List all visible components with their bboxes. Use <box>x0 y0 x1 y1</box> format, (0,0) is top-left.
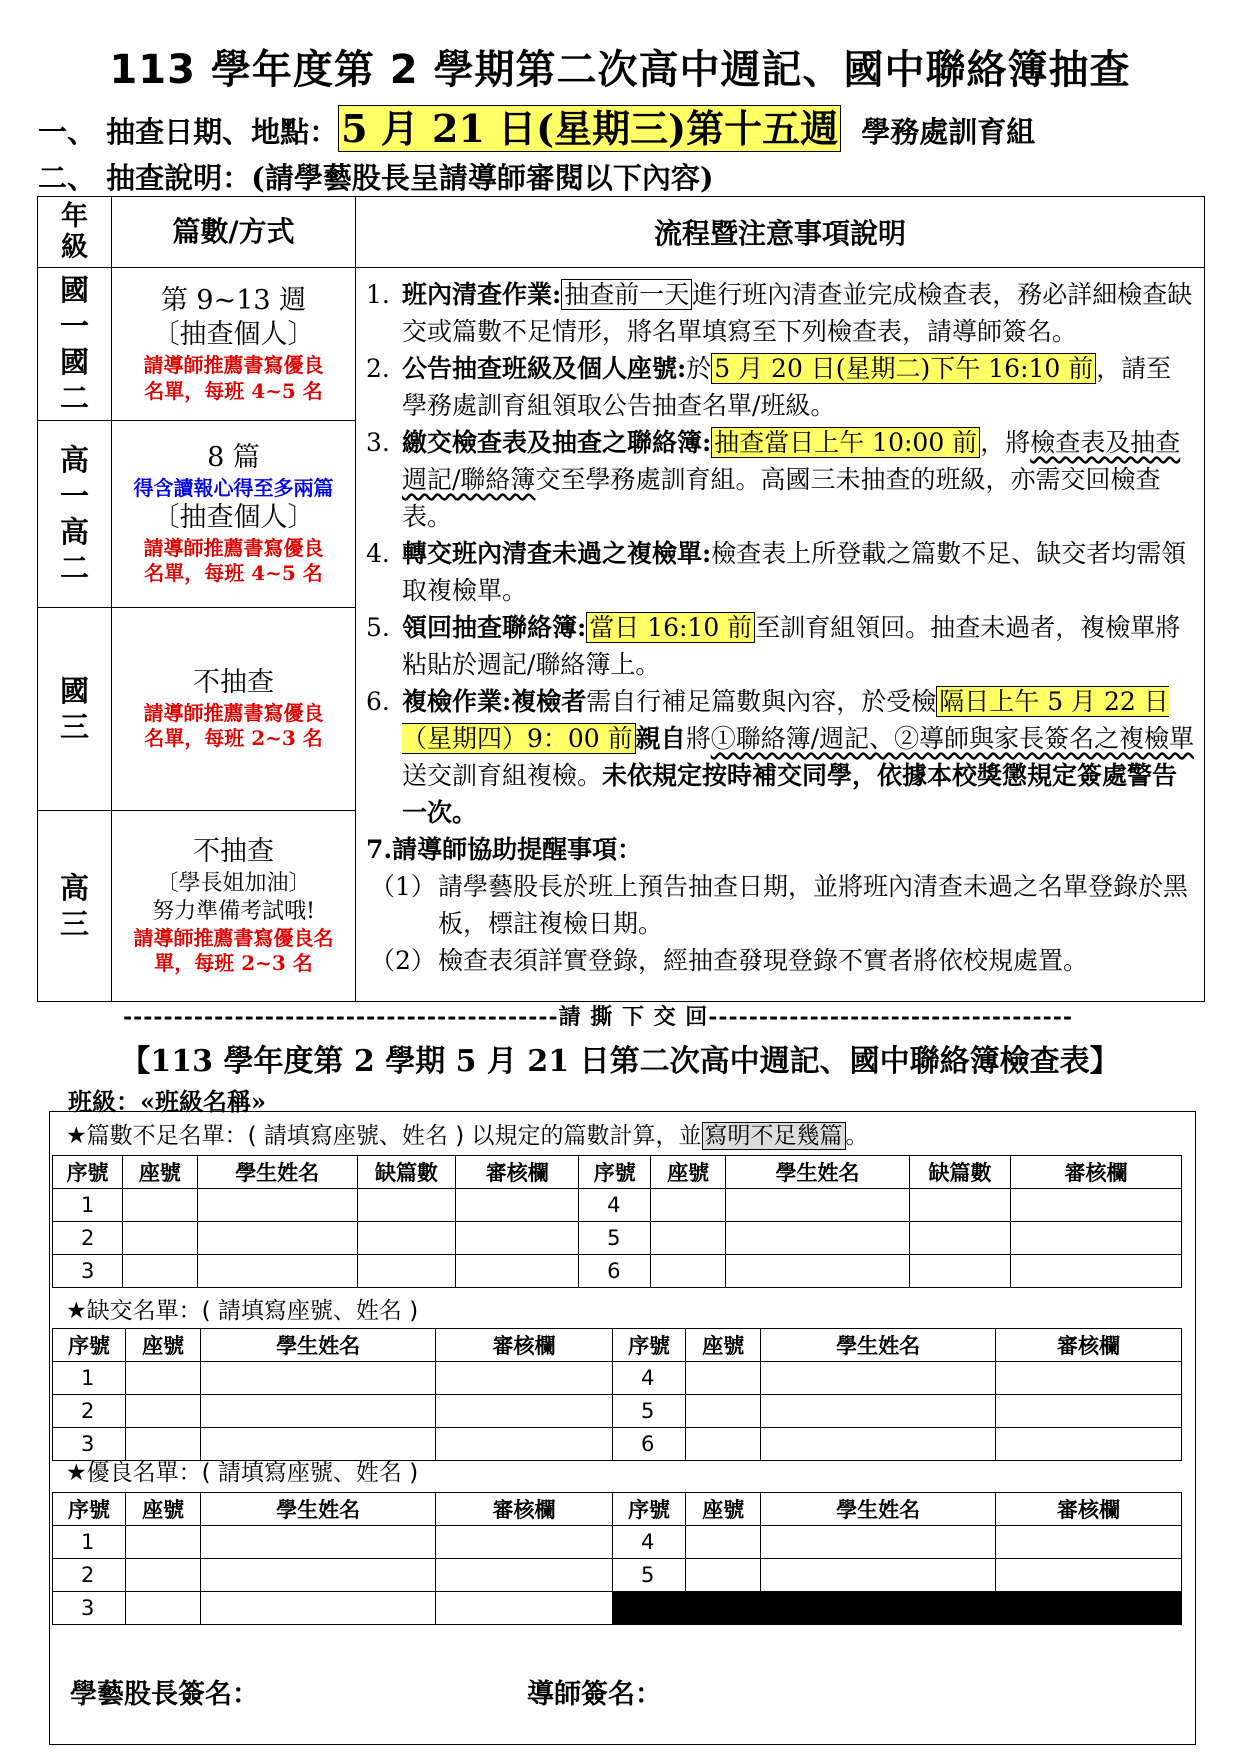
process-cell <box>356 268 1205 1002</box>
entry-cell[interactable] <box>435 1526 612 1559</box>
column-header: 審核欄 <box>456 1156 579 1189</box>
grade-senior-3: 高 三 <box>38 811 112 1002</box>
step-1: 1. 班內清查作業: 抽查前一天 進行班內清查並完成檢查表，務必詳細檢查缺交或篇數不足情形，將名單填寫至下列檢查表，請導師簽名。 <box>366 280 1193 346</box>
column-header: 學生姓名 <box>725 1156 909 1189</box>
blocked-cell <box>996 1592 1182 1625</box>
entry-cell[interactable] <box>357 1222 456 1255</box>
entry-cell[interactable] <box>123 1189 198 1222</box>
entry-cell[interactable] <box>996 1428 1182 1461</box>
method-weeks: 第 9~13 週 <box>160 284 307 316</box>
step-6: 6. 複檢作業:複檢者需自行補足篇數與內容，於受檢 隔日上午 5 月 22 日（星期四）9：00 前 親自將①聯絡簿/週記、②導師與家長簽名之複檢單送交訓育組複檢。未依規定按時補交同學，依據本校獎懲規定簽處警告一次。 <box>366 687 1195 827</box>
blocked-cell <box>761 1592 996 1625</box>
header-grade: 年 級 <box>38 197 112 268</box>
row-number: 1 <box>53 1362 126 1395</box>
method-junior-1-2 <box>112 268 356 421</box>
row-number: 5 <box>613 1559 686 1592</box>
excellent-section-label: ★優良名單：( 請填寫座號、姓名 ) <box>66 1460 419 1486</box>
column-header: 座號 <box>651 1156 726 1189</box>
grade-junior-3: 國 三 <box>38 608 112 811</box>
class-name-line: 班級：«班級名稱» <box>68 1087 266 1116</box>
table-row <box>53 1395 1182 1428</box>
entry-cell[interactable] <box>1010 1189 1181 1222</box>
entry-cell[interactable] <box>686 1362 761 1395</box>
header-method: 篇數/方式 <box>112 197 356 268</box>
step-3: 3. 繳交檢查表及抽查之聯絡簿: 抽查當日上午 10:00 前 ，將檢查表及抽查週記/聯絡簿交至學務處訓育組。高國三未抽查的班級，亦需交回檢查表。 <box>366 428 1181 531</box>
column-header: 缺篇數 <box>910 1156 1011 1189</box>
entry-cell[interactable] <box>761 1559 996 1592</box>
column-header: 序號 <box>613 1493 686 1526</box>
entry-cell[interactable] <box>725 1189 909 1222</box>
entry-cell[interactable] <box>761 1428 996 1461</box>
method-mode: 〔抽查個人〕 <box>152 319 315 351</box>
entry-cell[interactable] <box>201 1526 436 1559</box>
row-number: 5 <box>613 1395 686 1428</box>
inspection-instruction-line: 二、 抽查說明：(請學藝股長呈請導師審閱以下內容) <box>38 161 714 195</box>
entry-cell[interactable] <box>126 1559 201 1592</box>
row-number: 6 <box>613 1428 686 1461</box>
grade-junior-1-2: 國 一 國 二 <box>38 268 112 421</box>
reading-note: 得含讀報心得至多兩篇 <box>133 475 334 500</box>
entry-cell[interactable] <box>201 1559 436 1592</box>
header-process: 流程暨注意事項說明 <box>356 197 1205 268</box>
entry-cell[interactable] <box>456 1222 579 1255</box>
table-row <box>53 1255 1182 1288</box>
inspection-date: 5 月 21 日(星期三)第十五週 <box>338 105 841 152</box>
entry-cell[interactable] <box>725 1222 909 1255</box>
method-none: 不抽查 <box>193 835 274 867</box>
insufficient-table <box>52 1155 1182 1288</box>
column-header: 序號 <box>53 1493 126 1526</box>
entry-cell[interactable] <box>761 1395 996 1428</box>
entry-cell[interactable] <box>456 1255 579 1288</box>
column-header: 審核欄 <box>996 1329 1182 1362</box>
entry-cell[interactable] <box>126 1592 201 1625</box>
column-header: 座號 <box>123 1156 198 1189</box>
column-header: 學生姓名 <box>761 1493 996 1526</box>
row-number: 2 <box>53 1395 126 1428</box>
entry-cell[interactable] <box>197 1189 357 1222</box>
entry-cell[interactable] <box>996 1526 1182 1559</box>
column-header: 審核欄 <box>435 1493 612 1526</box>
entry-cell[interactable] <box>761 1362 996 1395</box>
grade-senior-1-2: 高 一 高 二 <box>38 421 112 608</box>
step-2: 2. 公告抽查班級及個人座號:於 5 月 20 日(星期二)下午 16:10 前 ，請至學務處訓育組領取公告抽查名單/班級。 <box>366 354 1172 420</box>
method-junior-3 <box>112 608 356 811</box>
entry-cell[interactable] <box>197 1255 357 1288</box>
entry-cell[interactable] <box>456 1189 579 1222</box>
entry-cell[interactable] <box>435 1395 612 1428</box>
recommend-note: 請導師推薦書寫優良 名單，每班 2~3 名 <box>143 700 324 751</box>
entry-cell[interactable] <box>996 1559 1182 1592</box>
row-number: 5 <box>579 1222 651 1255</box>
page-title: 113 學年度第 2 學期第二次高中週記、國中聯絡簿抽查 <box>109 47 1131 93</box>
entry-cell[interactable] <box>910 1189 1011 1222</box>
class-leader-signature-label: 學藝股長簽名： <box>70 1679 259 1710</box>
recommend-note: 請導師推薦書寫優良 名單，每班 4~5 名 <box>143 352 324 403</box>
excellent-table <box>52 1492 1182 1625</box>
table-row <box>53 1189 1182 1222</box>
row-number: 4 <box>613 1362 686 1395</box>
column-header: 學生姓名 <box>197 1156 357 1189</box>
blocked-cell <box>613 1592 686 1625</box>
entry-cell[interactable] <box>126 1395 201 1428</box>
form-title: 【113 學年度第 2 學期 5 月 21 日第二次高中週記、國中聯絡簿檢查表】 <box>120 1044 1120 1079</box>
column-header: 序號 <box>53 1156 123 1189</box>
column-header: 學生姓名 <box>201 1329 436 1362</box>
entry-cell[interactable] <box>435 1559 612 1592</box>
row-number: 2 <box>53 1222 123 1255</box>
row-number: 4 <box>579 1189 651 1222</box>
method-none: 不抽查 <box>193 667 274 699</box>
insufficient-section-label: ★篇數不足名單：( 請填寫座號、姓名 ) 以規定的篇數計算，並 寫明不足幾篇 。 <box>66 1123 869 1149</box>
entry-cell[interactable] <box>686 1395 761 1428</box>
entry-cell[interactable] <box>123 1222 198 1255</box>
blocked-cell <box>686 1592 761 1625</box>
entry-cell[interactable] <box>123 1255 198 1288</box>
entry-cell[interactable] <box>435 1428 612 1461</box>
method-senior-1-2 <box>112 421 356 608</box>
recommend-note: 請導師推薦書寫優良 名單，每班 4~5 名 <box>143 535 324 586</box>
row-number: 1 <box>53 1526 126 1559</box>
step-7-item-1: （1） 請學藝股長於班上預告抽查日期，並將班內清查未過之名單登錄於黑板，標註複檢日期。 <box>370 872 1189 938</box>
column-header: 序號 <box>53 1329 126 1362</box>
entry-cell[interactable] <box>686 1559 761 1592</box>
entry-cell[interactable] <box>910 1255 1011 1288</box>
entry-cell[interactable] <box>126 1362 201 1395</box>
entry-cell[interactable] <box>651 1222 726 1255</box>
entry-cell[interactable] <box>357 1189 456 1222</box>
table-row <box>53 1222 1182 1255</box>
column-header: 座號 <box>126 1329 201 1362</box>
entry-cell[interactable] <box>201 1395 436 1428</box>
column-header: 座號 <box>686 1329 761 1362</box>
cheer-note: 〔學長姐加油〕 <box>156 870 311 896</box>
method-count: 8 篇 <box>207 442 260 474</box>
entry-cell[interactable] <box>1010 1222 1181 1255</box>
entry-cell[interactable] <box>435 1362 612 1395</box>
entry-cell[interactable] <box>910 1222 1011 1255</box>
row-number: 3 <box>53 1592 126 1625</box>
missing-section-label: ★缺交名單：( 請填寫座號、姓名 ) <box>66 1298 419 1324</box>
column-header: 座號 <box>126 1493 201 1526</box>
row-number: 4 <box>613 1526 686 1559</box>
instruction-table <box>37 196 1205 1002</box>
entry-cell[interactable] <box>761 1526 996 1559</box>
method-senior-3 <box>112 811 356 1002</box>
row-number: 6 <box>579 1255 651 1288</box>
column-header: 學生姓名 <box>201 1493 436 1526</box>
inspection-date-line <box>38 98 1035 153</box>
column-header: 序號 <box>579 1156 651 1189</box>
row-number: 3 <box>53 1428 126 1461</box>
table-row <box>53 1526 1182 1559</box>
column-header: 審核欄 <box>996 1493 1182 1526</box>
entry-cell[interactable] <box>996 1395 1182 1428</box>
entry-cell[interactable] <box>651 1255 726 1288</box>
entry-cell[interactable] <box>201 1362 436 1395</box>
row-number: 3 <box>53 1255 123 1288</box>
tear-off-line: -------------------------------------------請 撕 下 交 回------------------------------------ <box>123 1004 1073 1030</box>
inspection-place: 學務處訓育組 <box>861 115 1036 149</box>
entry-cell[interactable] <box>357 1255 456 1288</box>
checklist-form <box>49 1111 1196 1745</box>
method-mode: 〔抽查個人〕 <box>152 502 315 534</box>
row-number: 2 <box>53 1559 126 1592</box>
column-header: 序號 <box>613 1329 686 1362</box>
entry-cell[interactable] <box>686 1526 761 1559</box>
recommend-note: 請導師推薦書寫優良名 單，每班 2~3 名 <box>133 925 334 976</box>
step-7-item-2: （2） 檢查表須詳實登錄，經抽查發現登錄不實者將依校規處置。 <box>370 946 1089 975</box>
entry-cell[interactable] <box>725 1255 909 1288</box>
column-header: 審核欄 <box>1010 1156 1181 1189</box>
row-number: 1 <box>53 1189 123 1222</box>
table-row <box>53 1592 1182 1625</box>
entry-cell[interactable] <box>197 1222 357 1255</box>
column-header: 學生姓名 <box>761 1329 996 1362</box>
entry-cell[interactable] <box>126 1526 201 1559</box>
table-row <box>53 1559 1182 1592</box>
entry-cell[interactable] <box>686 1428 761 1461</box>
entry-cell[interactable] <box>996 1362 1182 1395</box>
column-header: 審核欄 <box>435 1329 612 1362</box>
step-4: 4. 轉交班內清查未過之複檢單:檢查表上所登載之篇數不足、缺交者均需領取複檢單。 <box>366 539 1187 605</box>
missing-table <box>52 1328 1182 1461</box>
column-header: 缺篇數 <box>357 1156 456 1189</box>
step-5: 5. 領回抽查聯絡簿: 當日 16:10 前 至訓育組領回。抽查未過者，複檢單將粘貼於週記/聯絡簿上。 <box>366 613 1181 679</box>
entry-cell[interactable] <box>201 1592 436 1625</box>
teacher-signature-label: 導師簽名： <box>527 1679 662 1710</box>
entry-cell[interactable] <box>651 1189 726 1222</box>
column-header: 座號 <box>686 1493 761 1526</box>
entry-cell[interactable] <box>1010 1255 1181 1288</box>
date-prefix: 一、 抽查日期、地點： <box>38 115 339 149</box>
step-7-title: 7.請導師協助提醒事項： <box>366 835 643 864</box>
table-row <box>53 1362 1182 1395</box>
cheer-note-2: 努力準備考試哦! <box>152 898 315 924</box>
entry-cell[interactable] <box>435 1592 612 1625</box>
